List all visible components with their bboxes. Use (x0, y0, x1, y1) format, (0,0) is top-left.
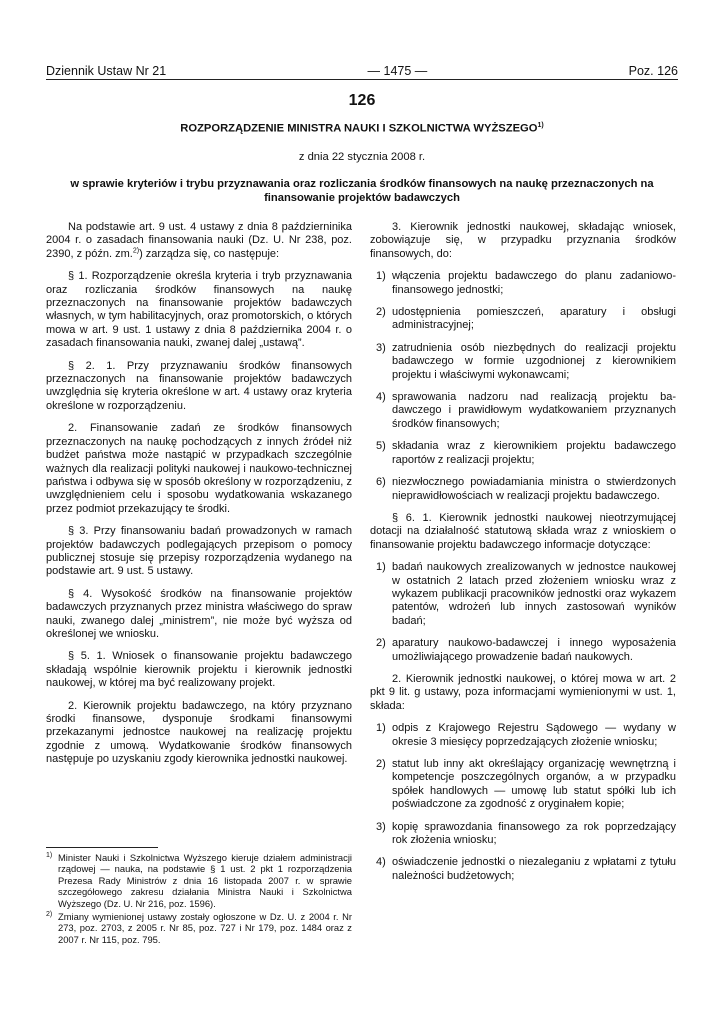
position-number: Poz. 126 (628, 64, 678, 78)
footnotes (46, 852, 352, 947)
intro-paragraph (46, 221, 352, 261)
document-number: 126 (348, 92, 376, 109)
list-item: 2) aparatury naukowo-badawczej i innego wyposażenia umożliwiającego prowadzenie badań naukowych. (376, 637, 676, 663)
footnote-marker: 1) (46, 852, 53, 859)
paragraph-3: § 3. Przy finansowaniu badań prowadzonych w ramach projektów badawczych podlegających przepisom o pomocy publicznej stosuje się przepisy rozporządzenia wydanego na podstawie art. 9 ust. 5 ustawy. (46, 525, 352, 578)
list-item: 4) oświadczenie jednostki o niezaleganiu z wpłatami z tytułu należności budżetowych; (376, 856, 676, 882)
footnote-text: Minister Nauki i Szkolnictwa Wyższego kieruje działem administracji rządowej — nauka, na podstawie § 1 ust. 2 pkt 1 rozporządzenia Prezesa Rady Ministrów z dnia 16 listopada 2007 r. w sprawie szczegółowego zakresu działania Ministra Nauki i Szkolnictwa Wyższego (Dz. U. Nr 216, poz. 1596). (58, 852, 352, 909)
footnote-rule (46, 847, 158, 848)
document-title (0, 122, 724, 135)
right-column (370, 221, 676, 892)
paragraph-6-2: 2. Kierownik jednostki naukowej, o której mowa w art. 2 pkt 9 lit. g ustawy, poza informacjami wymienionymi w ust. 1, składa: (370, 672, 676, 712)
list-item: 1) badań naukowych zrealizowanych w jednostce naukowej w ostatnich 2 latach przed złożeniem wniosku wraz z wykazem publikacji pracowników jednostki oraz wykazem patentów, wdrożeń lub innych zastosowań wyników badań; (376, 561, 676, 627)
title-text: ROZPORZĄDZENIE MINISTRA NAUKI I SZKOLNICTWA WYŻSZEGO (180, 122, 538, 135)
paragraph-5-1: § 5. 1. Wniosek o finansowanie projektu badawczego składają wspólnie kierownik projektu i kierownik jednostki naukowej, w której ma być realizowany projekt. (46, 650, 352, 690)
left-column (46, 221, 352, 776)
list-item: 6) niezwłocznego powiadamiania ministra o stwierdzonych nieprawidłowościach w realizacji projektu badawczego. (376, 476, 676, 502)
information-list (370, 561, 676, 664)
list-item: 3) zatrudnienia osób niezbędnych do realizacji projektu badawczego w formie uzgodnionej z kierownikiem projektu i właściwymi wykonawcami; (376, 341, 676, 381)
paragraph-2-2: 2. Finansowanie zadań ze środków finansowych przeznaczonych na naukę pochodzących z innych źródeł niż budżet państwa może nastąpić w przypadkach szczególnie ważnych dla realizacji polityki naukowej i naukowo-technicznej państwa i odbywa się w sposób określony w rozporządzeniu, z uwzględnieniem celu i sposobu wydatkowania wskazanego przez podmiot przekazujący te środki. (46, 422, 352, 515)
paragraph-5-3: 3. Kierownik jednostki naukowej, składając wniosek, zobowiązuje się, w przypadku przyznania środków finansowych, do: (370, 221, 676, 260)
list-item: 1) włączenia projektu badawczego do planu zadaniowo-finansowego jednostki; (376, 270, 676, 296)
title-footnote-ref: 1) (537, 122, 544, 129)
list-item: 4) sprawowania nadzoru nad realizacją projektu badawczego i prawidłowym wydatkowaniem przyznanych środków finansowych; (376, 391, 676, 430)
paragraph-4: § 4. Wysokość środków na finansowanie projektów badawczych przyznanych przez ministra właściwego do spraw nauki, zwanego dalej „ministrem”, nie może być wyższa od określonej we wniosku. (46, 587, 352, 640)
list-item: 5) składania wraz z kierownikiem projektu badawczego raportów z realizacji projektu; (376, 440, 676, 466)
document-subject: w sprawie kryteriów i trybu przyznawania oraz rozliczania środków finansowych na naukę przeznaczonych na finansowanie projektów badawczych (70, 178, 654, 204)
journal-name: Dziennik Ustaw Nr 21 (46, 64, 167, 78)
header-rule (46, 79, 678, 80)
page-header (46, 58, 678, 78)
document-date: z dnia 22 stycznia 2008 r. (298, 151, 426, 163)
paragraph-5-2: 2. Kierownik projektu badawczego, na który przyznano środki finansowe, dysponuje środkami finansowymi przekazanymi jednostce naukowej na realizację projektu zgodnie z umową. Wydatkowanie środków finansowych następuje po uzyskaniu zgody kierownika jednostki naukowej. (46, 699, 352, 766)
page-number: — 1475 — (367, 64, 428, 78)
obligations-list (370, 270, 676, 503)
paragraph-1: § 1. Rozporządzenie określa kryteria i tryb przyznawania oraz rozliczania środków finansowych na naukę przeznaczonych na finansowanie projektów badawczych własnych, w tym habilitacyjnych, oraz promotorskich, o których mowa w art. 9 ust. 1 ustawy z dnia 8 października 2004 r. o zasadach finansowania nauki, zwanej dalej „ustawą”. (46, 270, 352, 350)
paragraph-6-1: § 6. 1. Kierownik jednostki naukowej nieotrzymującej dotacji na działalność statutową składa wraz z wnioskiem o finansowanie projektu badawczego informacje dotyczące: (370, 511, 676, 551)
intro-text-a: Na podstawie art. 9 ust. 4 ustawy z dnia 8 październinika 2004 r. o zasadach finansowania nauki (Dz. U. Nr 238, poz. 2390, z późn. zm. (46, 221, 352, 260)
footnote (46, 852, 352, 909)
footnote (46, 911, 352, 945)
footnote-marker: 2) (46, 911, 53, 919)
intro-text-b: ) zarządza się, co następuje: (139, 247, 280, 260)
list-item: 3) kopię sprawozdania finansowego za rok poprzedzający rok złożenia wniosku; (376, 820, 676, 847)
footnote-text: Zmiany wymienionej ustawy zostały ogłoszone w Dz. U. z 2004 r. Nr 273, poz. 2703, z 2005 r. Nr 85, poz. 727 i Nr 179, poz. 1484 oraz z 2007 r. Nr 115, poz. 795. (58, 911, 352, 945)
list-item: 1) odpis z Krajowego Rejestru Sądowego — wydany w okresie 3 miesięcy poprzedzających złożenie wniosku; (376, 722, 676, 748)
paragraph-2-1: § 2. 1. Przy przyznawaniu środków finansowych przeznaczonych na finansowanie projektów badawczych uwzględnia się kryteria określone w art. 4 ustawy oraz kryteria określone w rozporządzeniu. (46, 359, 352, 412)
list-item: 2) udostępnienia pomieszczeń, aparatury i obsługi administracyjnej; (376, 306, 676, 332)
documents-list (370, 722, 676, 883)
intro-footnote-ref: 2) (132, 247, 140, 255)
list-item: 2) statut lub inny akt określający organizację wewnętrzną i kompetencje poszczególnych organów, a w przypadku spółek handlowych — umowę lub statut spółki lub ich poświadczone za zgodność z oryginałem kopie; (376, 758, 676, 811)
